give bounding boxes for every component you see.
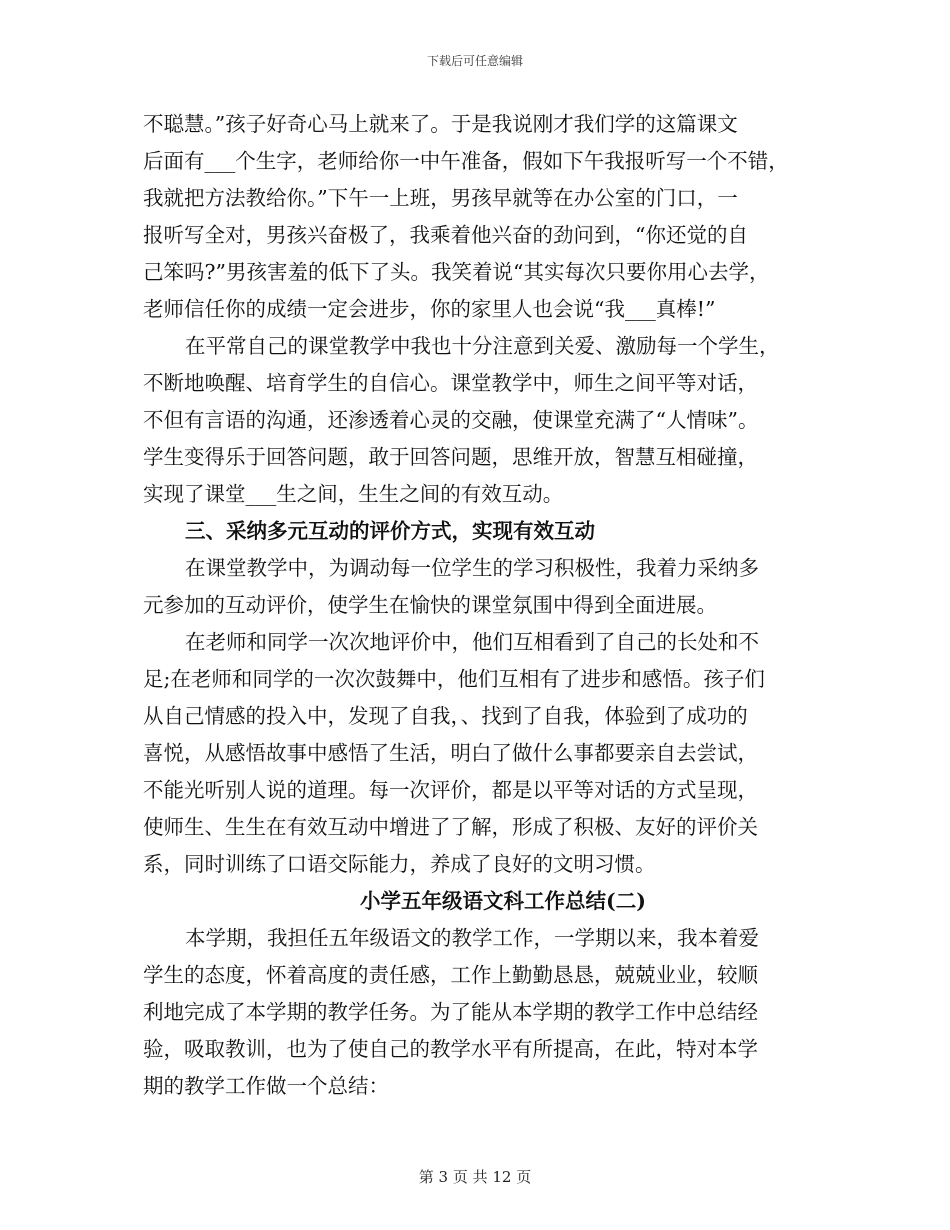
text-line: 我就把方法教给你。”下午一上班，男孩早就等在办公室的门口，一: [143, 186, 738, 210]
paragraph-start-line: 本学期，我担任五年级语文的教学工作，一学期以来，我本着爱: [185, 926, 759, 950]
text-line: 报听写全对，男孩兴奋极了，我乘着他兴奋的劲问到，“你还觉的自: [143, 223, 748, 247]
text-line: 不断地唤醒、培育学生的自信心。课堂教学中，师生之间平等对话，: [143, 371, 758, 395]
header-note: 下载后可任意编辑: [426, 54, 523, 68]
text-line: 验，吸取教训，也为了使自己的教学水平有所提高，在此，特对本学: [143, 1037, 758, 1061]
text-line: 不聪慧。”孩子好奇心马上就来了。于是我说刚才我们学的这篇课文: [143, 112, 738, 136]
section-heading: 三、采纳多元互动的评价方式，实现有效互动: [185, 519, 595, 543]
text-line: 利地完成了本学期的教学任务。为了能从本学期的教学工作中总结经: [143, 1000, 758, 1024]
text-line: 使师生、生生在有效互动中增进了了解，形成了积极、友好的评价关: [143, 815, 758, 839]
text-line: 喜悦，从感悟故事中感悟了生活，明白了做什么事都要亲自去尝试，: [143, 741, 758, 765]
page-number: 第 3 页 共 12 页: [418, 1168, 532, 1186]
text-line: 系，同时训练了口语交际能力，养成了良好的文明习惯。: [143, 852, 656, 876]
document-title: 小学五年级语文科工作总结(二): [360, 889, 646, 913]
text-line: 元参加的互动评价，使学生在愉快的课堂氛围中得到全面进展。: [143, 593, 717, 617]
text-line: 从自己情感的投入中，发现了自我，、找到了自我，体验到了成功的: [143, 704, 748, 728]
text-line: 不但有言语的沟通，还渗透着心灵的交融，使课堂充满了“人情味”。: [143, 408, 759, 432]
paragraph-start-line: 在老师和同学一次次地评价中，他们互相看到了自己的长处和不: [185, 630, 759, 654]
text-line: 老师信任你的成绩一定会进步，你的家里人也会说“我___真棒!”: [143, 297, 716, 321]
paragraph-start-line: 在课堂教学中，为调动每一位学生的学习积极性，我着力采纳多: [185, 556, 759, 580]
paragraph-start-line: 在平常自己的课堂教学中我也十分注意到关爱、激励每一个学生，: [185, 334, 780, 358]
text-line: 后面有___个生字，老师给你一中午准备，假如下午我报听写一个不错，: [143, 149, 789, 173]
document-body: [143, 106, 823, 1105]
text-line: 己笨吗?”男孩害羞的低下了头。我笑着说“其实每次只要你用心去学，: [143, 260, 770, 284]
text-line: 学生变得乐于回答问题，敢于回答问题，思维开放，智慧互相碰撞，: [143, 445, 758, 469]
text-line: 学生的态度，怀着高度的责任感，工作上勤勤恳恳，兢兢业业，较顺: [143, 963, 758, 987]
text-line: 期的教学工作做一个总结：: [143, 1074, 389, 1098]
text-line: 不能光听别人说的道理。每一次评价，都是以平等对话的方式呈现，: [143, 778, 758, 802]
text-line: 实现了课堂___生之间，生生之间的有效互动。: [143, 482, 564, 506]
text-line: 足;在老师和同学的一次次鼓舞中，他们互相有了进步和感悟。孩子们: [143, 667, 765, 691]
